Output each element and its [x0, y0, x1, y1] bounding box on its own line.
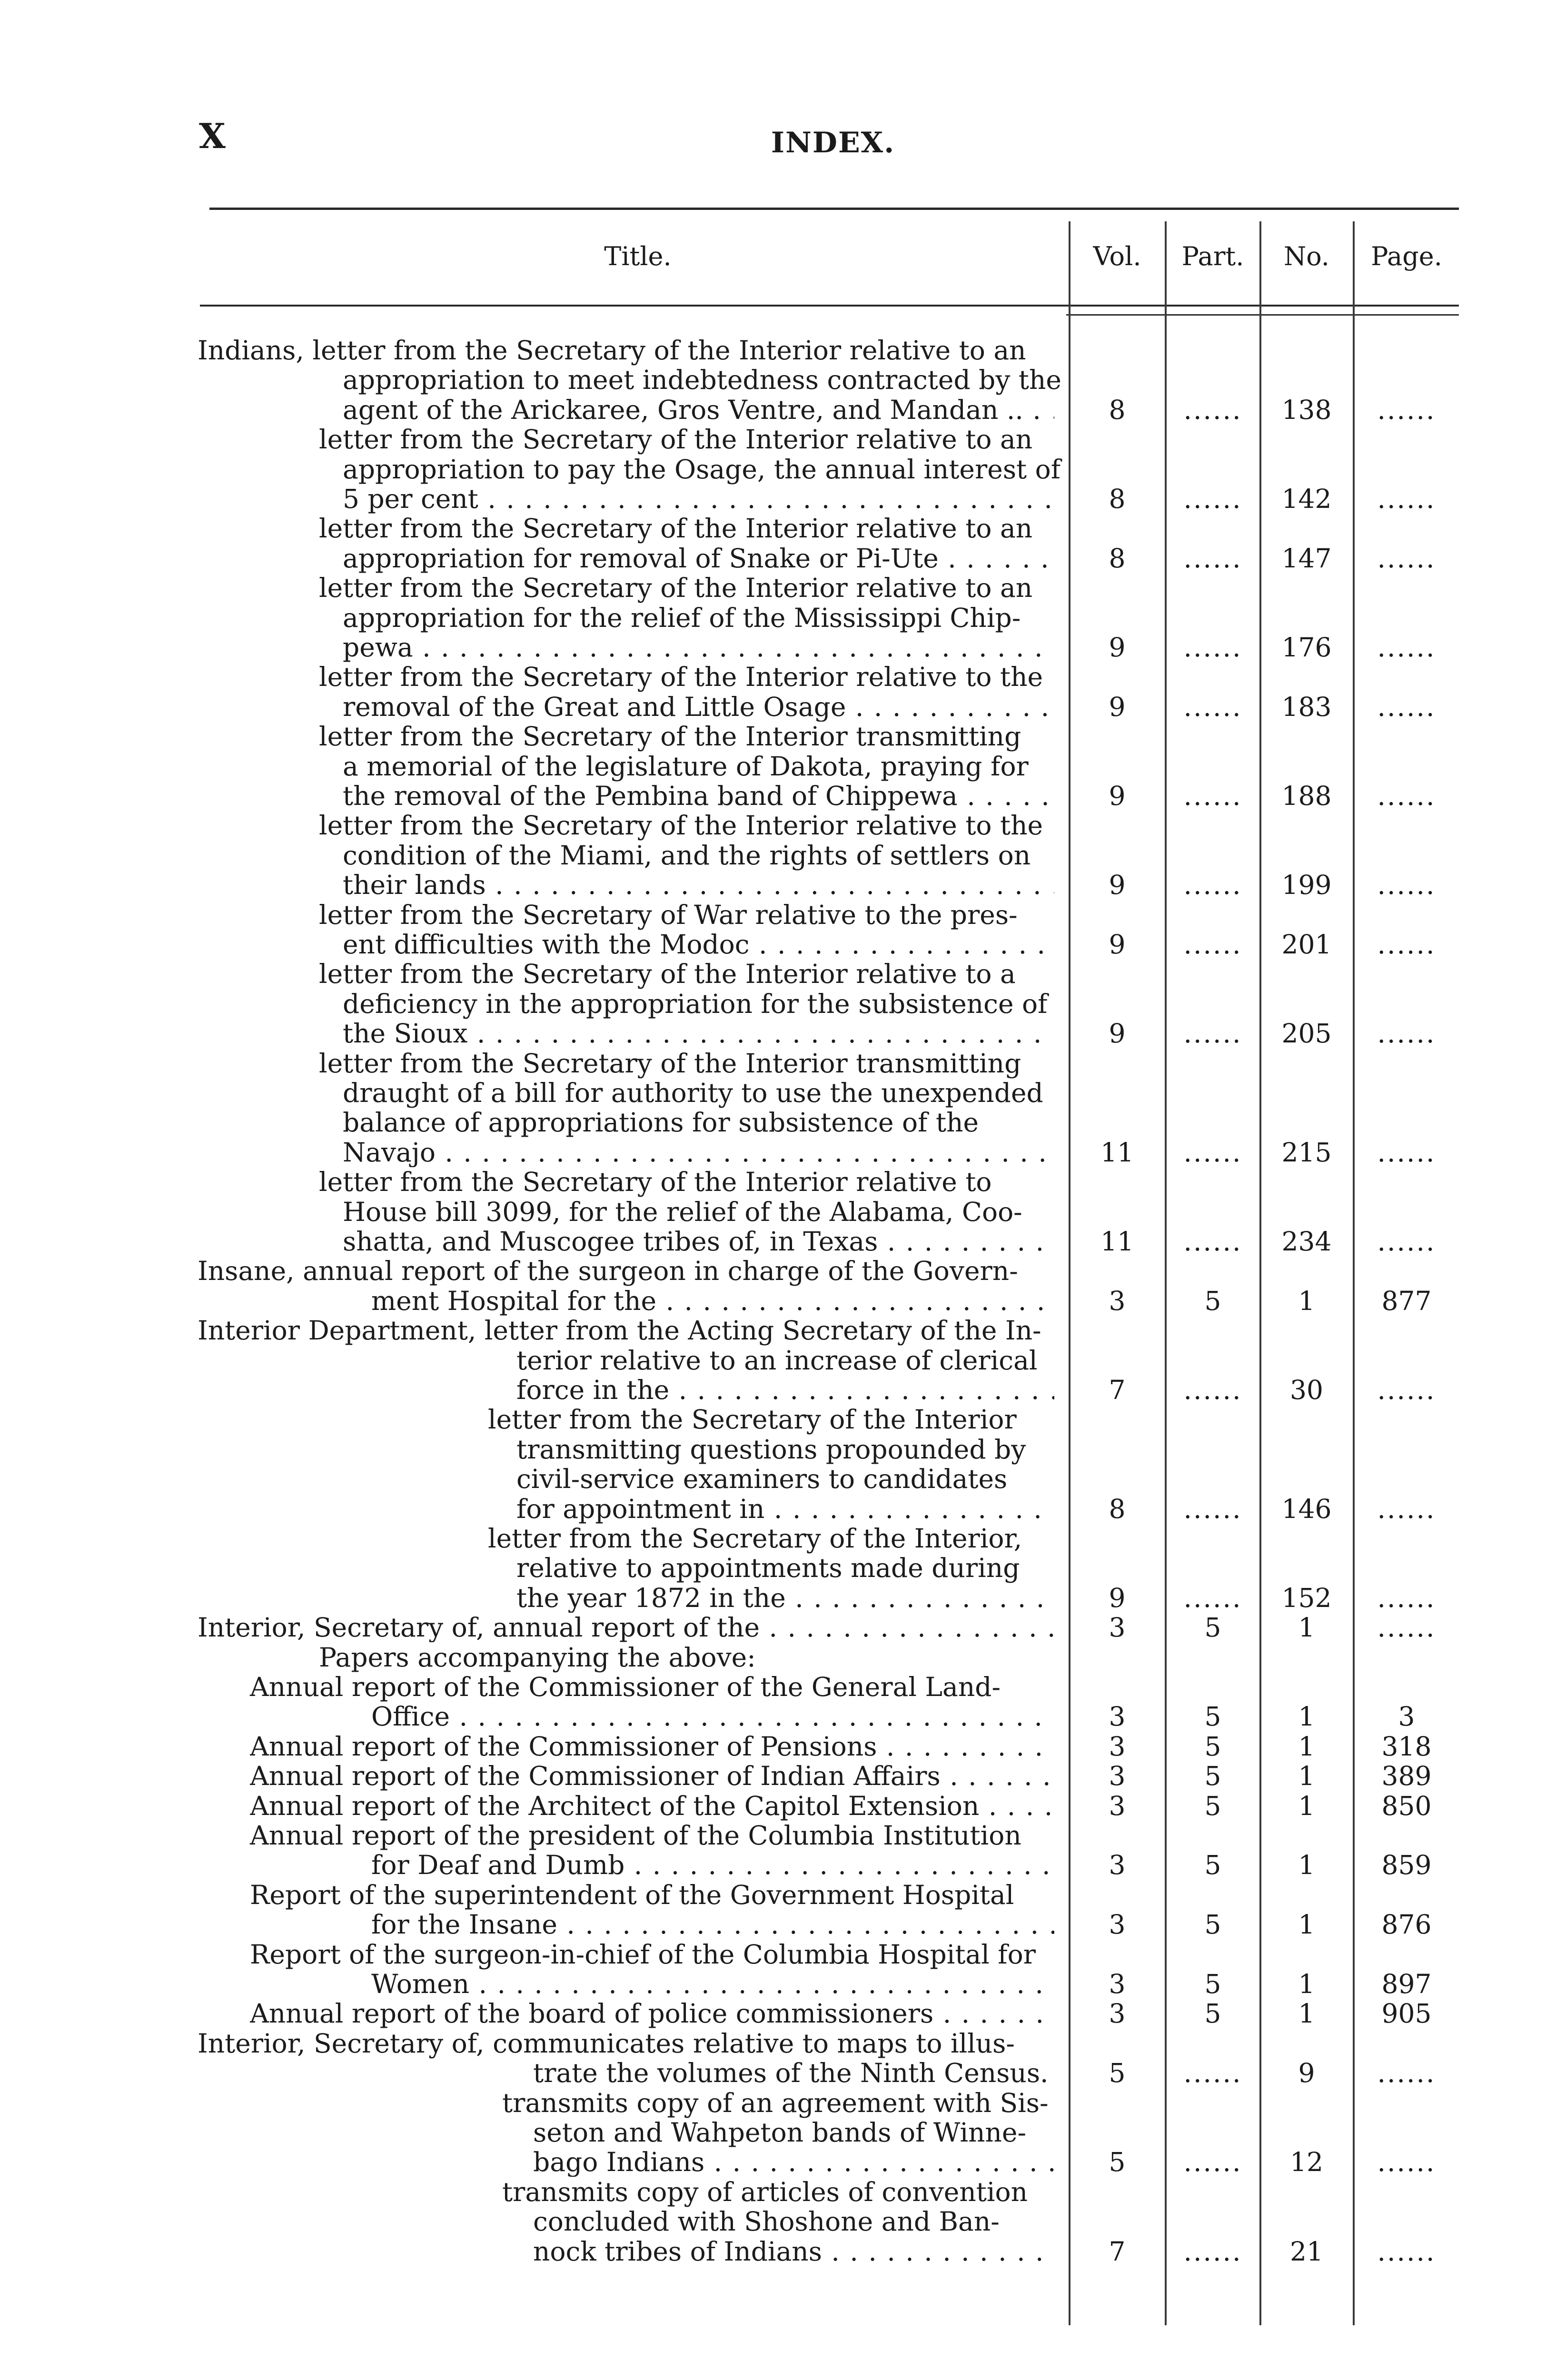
entry-title-line: Report of the surgeon-in-chief of the Columbia Hospital for — [250, 1939, 1036, 1970]
entry-title-line: Women . . . — [371, 1969, 1054, 1999]
entry-page-blank: ...... — [1377, 691, 1436, 722]
entry-vol: 9 — [1109, 1018, 1126, 1049]
entry-title-line: Interior, Secretary of, annual report of the . . . — [198, 1613, 1054, 1642]
entry-title-line: for the Insane . . . — [371, 1910, 1054, 1939]
entry-part: 5 — [1204, 1790, 1221, 1821]
entry-part-blank: ...... — [1183, 2236, 1242, 2267]
entry-page: 876 — [1381, 1909, 1432, 1940]
entry-page-blank: ...... — [1377, 2147, 1436, 2178]
column-divider — [1165, 221, 1167, 2325]
entry-vol: 11 — [1100, 1137, 1134, 1168]
entry-title-line: bago Indians . . . — [533, 2147, 1054, 2177]
entry-part-blank: ...... — [1183, 1137, 1242, 1168]
entry-title-line: appropriation for the relief of the Mississippi Chip- — [343, 602, 1021, 633]
entry-part: 5 — [1204, 1850, 1221, 1881]
column-header-part: Part. — [1181, 241, 1244, 271]
entry-title-line: Office . . . — [371, 1702, 1054, 1731]
entry-title-line: condition of the Miami, and the rights of settlers on — [343, 840, 1031, 871]
entry-part: 5 — [1204, 1731, 1221, 1762]
entry-title-line: appropriation to pay the Osage, the annual interest of — [343, 454, 1061, 485]
page-title: INDEX. — [771, 126, 895, 159]
entry-title-line: letter from the Secretary of the Interior relative to an — [319, 573, 1033, 604]
entry-title-line: Indians, letter from the Secretary of the Interior relative to an — [198, 335, 1026, 366]
entry-part-blank: ...... — [1183, 870, 1242, 901]
entry-title-line: letter from the Secretary of the Interior relative to the — [319, 810, 1043, 841]
entry-part: 5 — [1204, 1701, 1221, 1732]
entry-vol: 9 — [1109, 781, 1126, 811]
entry-page-blank: ...... — [1377, 484, 1436, 514]
entry-no: 1 — [1298, 1701, 1315, 1732]
entry-title-line: Interior Department, letter from the Acting Secretary of the In- — [198, 1315, 1041, 1346]
entry-page-blank: ...... — [1377, 394, 1436, 425]
entry-no: 138 — [1281, 394, 1332, 425]
entry-title-line: civil-service examiners to candidates — [516, 1464, 1008, 1495]
entry-title-line: the year 1872 in the . . . — [516, 1583, 1054, 1613]
entry-vol: 3 — [1109, 1761, 1126, 1792]
entry-page-blank: ...... — [1377, 1582, 1436, 1613]
entry-title-line: force in the . . . — [516, 1375, 1054, 1405]
entry-vol: 5 — [1109, 2147, 1126, 2178]
entry-no: 1 — [1298, 1612, 1315, 1643]
top-rule — [209, 208, 1459, 210]
entry-no: 201 — [1281, 929, 1332, 960]
entry-page-blank: ...... — [1377, 632, 1436, 663]
entry-vol: 3 — [1109, 1731, 1126, 1762]
entry-vol: 9 — [1109, 929, 1126, 960]
entry-page-blank: ...... — [1377, 1226, 1436, 1257]
entry-title-line: ment Hospital for the . . . — [371, 1286, 1054, 1316]
entry-title-line: pewa . . . — [343, 633, 1054, 662]
entry-no: 146 — [1281, 1493, 1332, 1524]
entry-page-blank: ...... — [1377, 870, 1436, 901]
entry-title-line: Report of the superintendent of the Government Hospital — [250, 1879, 1014, 1910]
entry-title-line: appropriation to meet indebtedness contracted by the — [343, 365, 1061, 396]
entry-title-line: letter from the Secretary of the Interior relative to the — [319, 662, 1043, 693]
entry-vol: 3 — [1109, 1850, 1126, 1881]
entry-no: 1 — [1298, 1909, 1315, 1940]
entry-page: 897 — [1381, 1969, 1432, 1999]
entry-part: 5 — [1204, 1969, 1221, 1999]
column-header-page: Page. — [1371, 241, 1442, 271]
entry-vol: 11 — [1100, 1226, 1134, 1257]
entry-title-line: trate the volumes of the Ninth Census. . . . — [533, 2058, 1054, 2088]
entry-no: 205 — [1281, 1018, 1332, 1049]
entry-title-line: letter from the Secretary of the Interior relative to an — [319, 513, 1033, 544]
entry-part-blank: ...... — [1183, 484, 1242, 514]
entry-vol: 3 — [1109, 1612, 1126, 1643]
entry-title-line: Insane, annual report of the surgeon in charge of the Govern- — [198, 1256, 1018, 1287]
entry-title-line: the Sioux . . . — [343, 1019, 1054, 1048]
entry-no: 147 — [1281, 543, 1332, 574]
entry-no: 30 — [1290, 1375, 1323, 1405]
entry-page: 3 — [1398, 1701, 1415, 1732]
entry-title-line: terior relative to an increase of clerical — [516, 1345, 1038, 1376]
entry-page: 850 — [1381, 1790, 1432, 1821]
entry-page-blank: ...... — [1377, 2236, 1436, 2267]
entry-vol: 3 — [1109, 1285, 1126, 1316]
entry-part-blank: ...... — [1183, 1018, 1242, 1049]
entry-title-line: for Deaf and Dumb . . . — [371, 1850, 1054, 1880]
entry-title-line: Papers accompanying the above: — [319, 1642, 756, 1673]
entry-no: 12 — [1290, 2147, 1323, 2178]
entry-vol: 3 — [1109, 1701, 1126, 1732]
entry-title-line: Navajo . . . — [343, 1138, 1054, 1167]
entry-no: 176 — [1281, 632, 1332, 663]
header-rule-right — [1066, 314, 1459, 316]
entry-page: 877 — [1381, 1285, 1432, 1316]
entry-page-blank: ...... — [1377, 543, 1436, 574]
entry-title-line: letter from the Secretary of the Interior relative to — [319, 1167, 992, 1198]
entry-title-line: relative to appointments made during — [516, 1553, 1020, 1584]
entry-vol: 7 — [1109, 1375, 1126, 1405]
entry-title-line: shatta, and Muscogee tribes of, in Texas . . . — [343, 1227, 1054, 1256]
entry-part-blank: ...... — [1183, 691, 1242, 722]
column-divider — [1259, 221, 1261, 2325]
entry-title-line: concluded with Shoshone and Ban- — [533, 2206, 1000, 2237]
entry-title-line: House bill 3099, for the relief of the Alabama, Coo- — [343, 1196, 1022, 1227]
entry-page-blank: ...... — [1377, 929, 1436, 960]
entry-title-line: transmits copy of an agreement with Sis- — [502, 2087, 1049, 2118]
entry-no: 1 — [1298, 1731, 1315, 1762]
entry-no: 183 — [1281, 691, 1332, 722]
entry-no: 1 — [1298, 1969, 1315, 1999]
entry-part-blank: ...... — [1183, 1493, 1242, 1524]
entry-vol: 9 — [1109, 632, 1126, 663]
entry-page-blank: ...... — [1377, 1375, 1436, 1405]
column-divider — [1353, 221, 1355, 2325]
entry-part-blank: ...... — [1183, 2147, 1242, 2178]
entry-title-line: transmits copy of articles of convention — [502, 2176, 1028, 2207]
entry-no: 9 — [1298, 2058, 1315, 2089]
entry-title-line: letter from the Secretary of the Interior transmitting — [319, 721, 1021, 752]
entry-title-line: letter from the Secretary of the Interior relative to a — [319, 959, 1016, 990]
entry-part: 5 — [1204, 1612, 1221, 1643]
entry-no: 21 — [1290, 2236, 1323, 2267]
entry-page-blank: ...... — [1377, 1493, 1436, 1524]
entry-part: 5 — [1204, 1998, 1221, 2029]
entry-vol: 8 — [1109, 1493, 1126, 1524]
entry-title-line: letter from the Secretary of the Interior — [488, 1404, 1017, 1435]
entry-no: 1 — [1298, 1761, 1315, 1792]
entry-title-line: balance of appropriations for subsistence of the — [343, 1107, 979, 1138]
entry-part-blank: ...... — [1183, 632, 1242, 663]
entry-title-line: removal of the Great and Little Osage . . . — [343, 692, 1054, 722]
entry-page-blank: ...... — [1377, 1612, 1436, 1643]
entry-vol: 3 — [1109, 1790, 1126, 1821]
entry-part: 5 — [1204, 1761, 1221, 1792]
entry-title-line: agent of the Arickaree, Gros Ventre, and Mandan .. . . . — [343, 395, 1054, 425]
entry-title-line: seton and Wahpeton bands of Winne- — [533, 2117, 1027, 2148]
page-number: X — [199, 116, 226, 156]
entry-vol: 3 — [1109, 1909, 1126, 1940]
entry-vol: 3 — [1109, 1998, 1126, 2029]
entry-page-blank: ...... — [1377, 1137, 1436, 1168]
entry-vol: 9 — [1109, 870, 1126, 901]
entry-title-line: letter from the Secretary of the Interior, — [488, 1523, 1022, 1554]
entry-no: 199 — [1281, 870, 1332, 901]
entry-part-blank: ...... — [1183, 929, 1242, 960]
entry-no: 1 — [1298, 1285, 1315, 1316]
entry-title-line: deficiency in the appropriation for the subsistence of — [343, 988, 1048, 1019]
entry-page: 905 — [1381, 1998, 1432, 2029]
entry-vol: 3 — [1109, 1969, 1126, 1999]
column-divider — [1069, 221, 1070, 2325]
entry-title-line: for appointment in . . . — [516, 1494, 1054, 1524]
entry-part-blank: ...... — [1183, 781, 1242, 811]
column-header-title: Title. — [604, 241, 672, 271]
entry-part-blank: ...... — [1183, 1375, 1242, 1405]
entry-no: 215 — [1281, 1137, 1332, 1168]
entry-title-line: nock tribes of Indians . . . — [533, 2237, 1054, 2266]
entry-vol: 9 — [1109, 691, 1126, 722]
entry-page-blank: ...... — [1377, 781, 1436, 811]
entry-title-line: Annual report of the Commissioner of Indian Affairs . . . — [250, 1761, 1054, 1791]
entry-title-line: draught of a bill for authority to use the unexpended — [343, 1078, 1043, 1108]
entry-part: 5 — [1204, 1909, 1221, 1940]
entry-vol: 8 — [1109, 543, 1126, 574]
entry-title-line: letter from the Secretary of War relative to the pres- — [319, 899, 1018, 930]
entry-part-blank: ...... — [1183, 543, 1242, 574]
entry-title-line: appropriation for removal of Snake or Pi-Ute . . . — [343, 544, 1054, 573]
entry-vol: 8 — [1109, 484, 1126, 514]
entry-title-line: a memorial of the legislature of Dakota, praying for — [343, 751, 1029, 782]
entry-part: 5 — [1204, 1285, 1221, 1316]
entry-part-blank: ...... — [1183, 1582, 1242, 1613]
entry-title-line: Annual report of the Architect of the Capitol Extension . . . — [250, 1791, 1054, 1821]
entry-vol: 8 — [1109, 394, 1126, 425]
entry-part-blank: ...... — [1183, 394, 1242, 425]
entry-vol: 5 — [1109, 2058, 1126, 2089]
column-header-no: No. — [1284, 241, 1329, 271]
entry-vol: 7 — [1109, 2236, 1126, 2267]
entry-part-blank: ...... — [1183, 1226, 1242, 1257]
entry-title-line: transmitting questions propounded by — [516, 1434, 1026, 1465]
entry-no: 234 — [1281, 1226, 1332, 1257]
entry-title-line: Annual report of the Commissioner of the General Land- — [250, 1672, 1001, 1702]
entry-title-line: Annual report of the president of the Columbia Institution — [250, 1820, 1021, 1851]
entry-no: 188 — [1281, 781, 1332, 811]
entry-title-line: ent difficulties with the Modoc . . . — [343, 930, 1054, 959]
entry-title-line: Annual report of the board of police commissioners . . . — [250, 1999, 1054, 2028]
entry-no: 1 — [1298, 1998, 1315, 2029]
entry-page: 318 — [1381, 1731, 1432, 1762]
entry-title-line: Annual report of the Commissioner of Pensions . . . — [250, 1732, 1054, 1761]
entry-no: 1 — [1298, 1790, 1315, 1821]
entry-title-line: their lands . . . — [343, 870, 1054, 900]
column-header-vol: Vol. — [1093, 241, 1141, 271]
entry-page: 859 — [1381, 1850, 1432, 1881]
entry-title-line: Interior, Secretary of, communicates relative to maps to illus- — [198, 2028, 1015, 2059]
entry-title-line: 5 per cent . . . — [343, 484, 1054, 514]
entry-vol: 9 — [1109, 1582, 1126, 1613]
entry-no: 152 — [1281, 1582, 1332, 1613]
header-rule — [200, 305, 1459, 307]
entry-title-line: letter from the Secretary of the Interior transmitting — [319, 1048, 1021, 1079]
entry-no: 1 — [1298, 1850, 1315, 1881]
entry-title-line: letter from the Secretary of the Interior relative to an — [319, 424, 1033, 455]
entry-page-blank: ...... — [1377, 2058, 1436, 2089]
entry-page: 389 — [1381, 1761, 1432, 1792]
entry-title-line: the removal of the Pembina band of Chippewa . . . — [343, 781, 1054, 811]
entry-part-blank: ...... — [1183, 2058, 1242, 2089]
entry-page-blank: ...... — [1377, 1018, 1436, 1049]
entry-no: 142 — [1281, 484, 1332, 514]
